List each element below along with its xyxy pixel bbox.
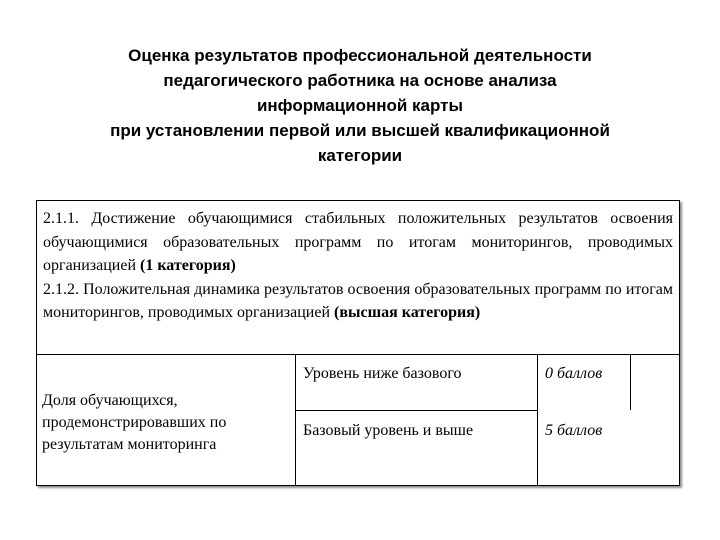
criteria-description — [43, 207, 673, 325]
title-line: информационной карты — [256, 96, 464, 115]
table-divider — [537, 354, 538, 485]
level-label: Уровень ниже базового — [303, 365, 462, 382]
level-label: Базовый уровень и выше — [303, 422, 474, 439]
title-line: категории — [317, 146, 403, 165]
level-score: 5 баллов — [545, 422, 603, 439]
table-divider — [295, 410, 538, 411]
table-divider — [630, 354, 631, 410]
document-title — [40, 43, 680, 168]
title-line: педагогического работника на основе анализа — [163, 71, 557, 90]
criterion-category: (1 категория) — [140, 257, 236, 274]
level-score: 0 баллов — [545, 365, 603, 382]
table-divider — [295, 354, 296, 485]
title-line: Оценка результатов профессиональной деятельности — [128, 46, 592, 65]
title-line: при установлении первой или высшей квалификационной — [110, 121, 610, 140]
criterion-category: (высшая категория) — [334, 304, 481, 321]
indicator-label: Доля обучающихся, продемонстрировавших по результатам мониторинга — [42, 392, 227, 453]
table-divider — [37, 354, 679, 355]
criterion-2-1-1 — [43, 207, 673, 278]
criterion-text: 2.1.2. Положительная динамика результатов освоения образовательных программ по итогам мониторингов, проводимых организацией — [43, 280, 673, 321]
criterion-text: 2.1.1. Достижение обучающимися стабильных положительных результатов освоения обучающимися образовательных программ по итогам мониторингов, проводимых организацией — [43, 210, 673, 274]
criterion-2-1-2 — [43, 278, 673, 325]
